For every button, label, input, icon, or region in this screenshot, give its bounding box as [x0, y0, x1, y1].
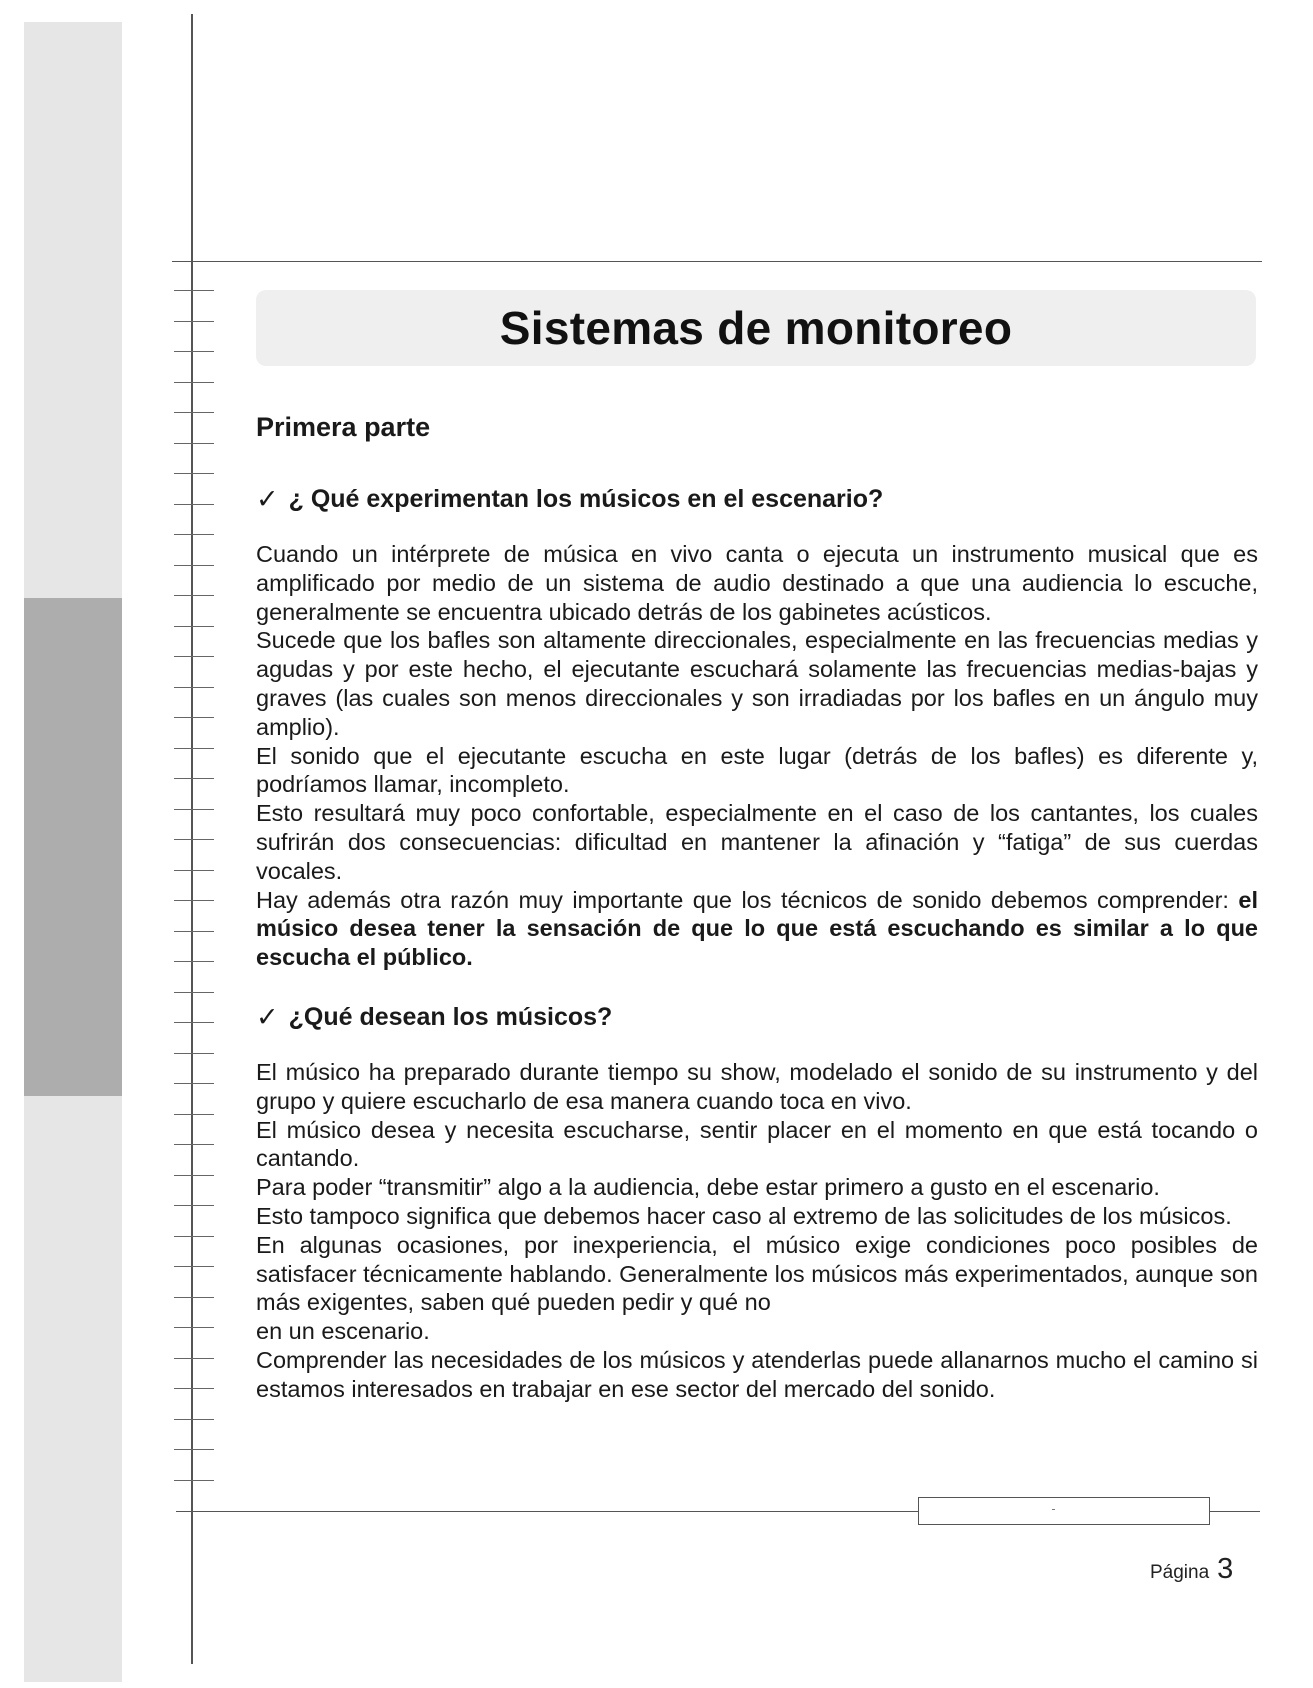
- paragraph: El músico desea y necesita escucharse, sentir placer en el momento en que está tocando o cantando.: [256, 1116, 1258, 1172]
- page-number: [1150, 1553, 1233, 1586]
- paragraph: en un escenario.: [256, 1318, 430, 1345]
- paragraph: Para poder “transmitir” algo a la audiencia, debe estar primero a gusto en el escenario.: [256, 1174, 1160, 1201]
- tick-mark: [174, 778, 214, 779]
- tick-mark: [174, 1419, 214, 1420]
- margin-tab: [24, 598, 122, 1096]
- page-title: Sistemas de monitoreo: [499, 302, 1013, 354]
- paragraph: Comprender las necesidades de los músicos y atenderlas puede allanarnos mucho el camino si estamos interesados en trabajar en ese sector del mercado del sonido.: [256, 1346, 1258, 1402]
- paragraph: El músico ha preparado durante tiempo su show, modelado el sonido de su instrumento y del grupo y quiere escucharlo de esa manera cuando toca en vivo.: [256, 1058, 1258, 1114]
- paragraph: Esto resultará muy poco confortable, especialmente en el caso de los cantantes, los cuales sufrirán dos consecuencias: dificultad en mantener la afinación y “fatiga” de sus cuerdas vocales.: [256, 800, 1258, 884]
- page-label: Página: [1150, 1562, 1210, 1583]
- tick-mark: [174, 961, 214, 962]
- tick-mark: [174, 687, 214, 688]
- tick-mark: [174, 870, 214, 871]
- tick-mark: [174, 412, 214, 413]
- paragraph: Sucede que los bafles son altamente direccionales, especialmente en las frecuencias medias y agudas y por este hecho, el ejecutante escuchará solamente las frecuencias medias-bajas y graves (las cuales son menos direccionales y son irradiadas por los bafles en un ángulo muy amplio).: [256, 627, 1258, 740]
- tick-mark: [174, 1266, 214, 1267]
- paragraph: Cuando un intérprete de música en vivo canta o ejecuta un instrumento musical que es amplificado por medio de un sistema de audio destinado a que una audiencia lo escuche, generalmente se encuentra ubicado detrás de los gabinetes acústicos.: [256, 541, 1258, 625]
- tick-mark: [174, 1114, 214, 1115]
- tick-mark: [174, 1327, 214, 1328]
- body-block-1: [256, 540, 1258, 972]
- page-number-value: 3: [1217, 1553, 1234, 1585]
- tick-mark: [174, 504, 214, 505]
- tick-mark: [174, 473, 214, 474]
- tick-mark: [174, 321, 214, 322]
- tick-mark: [174, 626, 214, 627]
- title-banner: [256, 290, 1256, 366]
- tick-mark: [174, 290, 214, 291]
- footer-box: [918, 1497, 1210, 1525]
- question-heading-1: [256, 480, 1258, 518]
- paragraph: Esto tampoco significa que debemos hacer caso al extremo de las solicitudes de los músicos.: [256, 1202, 1232, 1229]
- tick-mark: [174, 565, 214, 566]
- tick-mark: [174, 748, 214, 749]
- main-content: [256, 402, 1258, 1404]
- paragraph: [256, 886, 1258, 972]
- tick-mark: [174, 1358, 214, 1359]
- tick-mark: [174, 1236, 214, 1237]
- tick-mark: [174, 595, 214, 596]
- checkmark-icon: ✓: [256, 1001, 279, 1032]
- tick-mark: [174, 1297, 214, 1298]
- question-heading-2: [256, 998, 1258, 1036]
- paragraph-text: Hay además otra razón muy importante que los técnicos de sonido debemos comprender:: [256, 886, 1229, 913]
- tick-mark: [174, 656, 214, 657]
- tick-mark: [174, 1175, 214, 1176]
- tick-mark: [174, 1480, 214, 1481]
- tick-mark: [174, 1053, 214, 1054]
- tick-mark: [174, 900, 214, 901]
- body-block-2: [256, 1058, 1258, 1404]
- tick-marks: [174, 290, 214, 1470]
- tick-mark: [174, 443, 214, 444]
- tick-mark: [174, 1205, 214, 1206]
- tick-mark: [174, 717, 214, 718]
- tick-mark: [174, 992, 214, 993]
- tick-mark: [174, 931, 214, 932]
- tick-mark: [174, 1022, 214, 1023]
- paragraph: En algunas ocasiones, por inexperiencia, el músico exige condiciones poco posibles de satisfacer técnicamente hablando. Generalmente los músicos más experimentados, aunque son más exigentes, saben qué pueden pedir y qué no: [256, 1231, 1258, 1316]
- tick-mark: [174, 839, 214, 840]
- tick-mark: [174, 1083, 214, 1084]
- tick-mark: [174, 351, 214, 352]
- checkmark-icon: ✓: [256, 484, 279, 514]
- tick-mark: [174, 534, 214, 535]
- question-text: ¿ Qué experimentan los músicos en el escenario?: [288, 485, 884, 513]
- top-rule: [172, 261, 1262, 262]
- paragraph: El sonido que el ejecutante escucha en este lugar (detrás de los bafles) es diferente y, podríamos llamar, incompleto.: [256, 742, 1258, 798]
- footer-dot: [1052, 1509, 1055, 1510]
- tick-mark: [174, 1144, 214, 1145]
- tick-mark: [174, 1388, 214, 1389]
- tick-mark: [174, 1449, 214, 1450]
- tick-mark: [174, 809, 214, 810]
- question-text: ¿Qué desean los músicos?: [288, 1002, 613, 1031]
- section-title: Primera parte: [256, 412, 431, 442]
- tick-mark: [174, 382, 214, 383]
- emphasis-text: el músico desea tener la sensación de que lo que está escuchando es similar a lo que escucha el público.: [256, 886, 1258, 971]
